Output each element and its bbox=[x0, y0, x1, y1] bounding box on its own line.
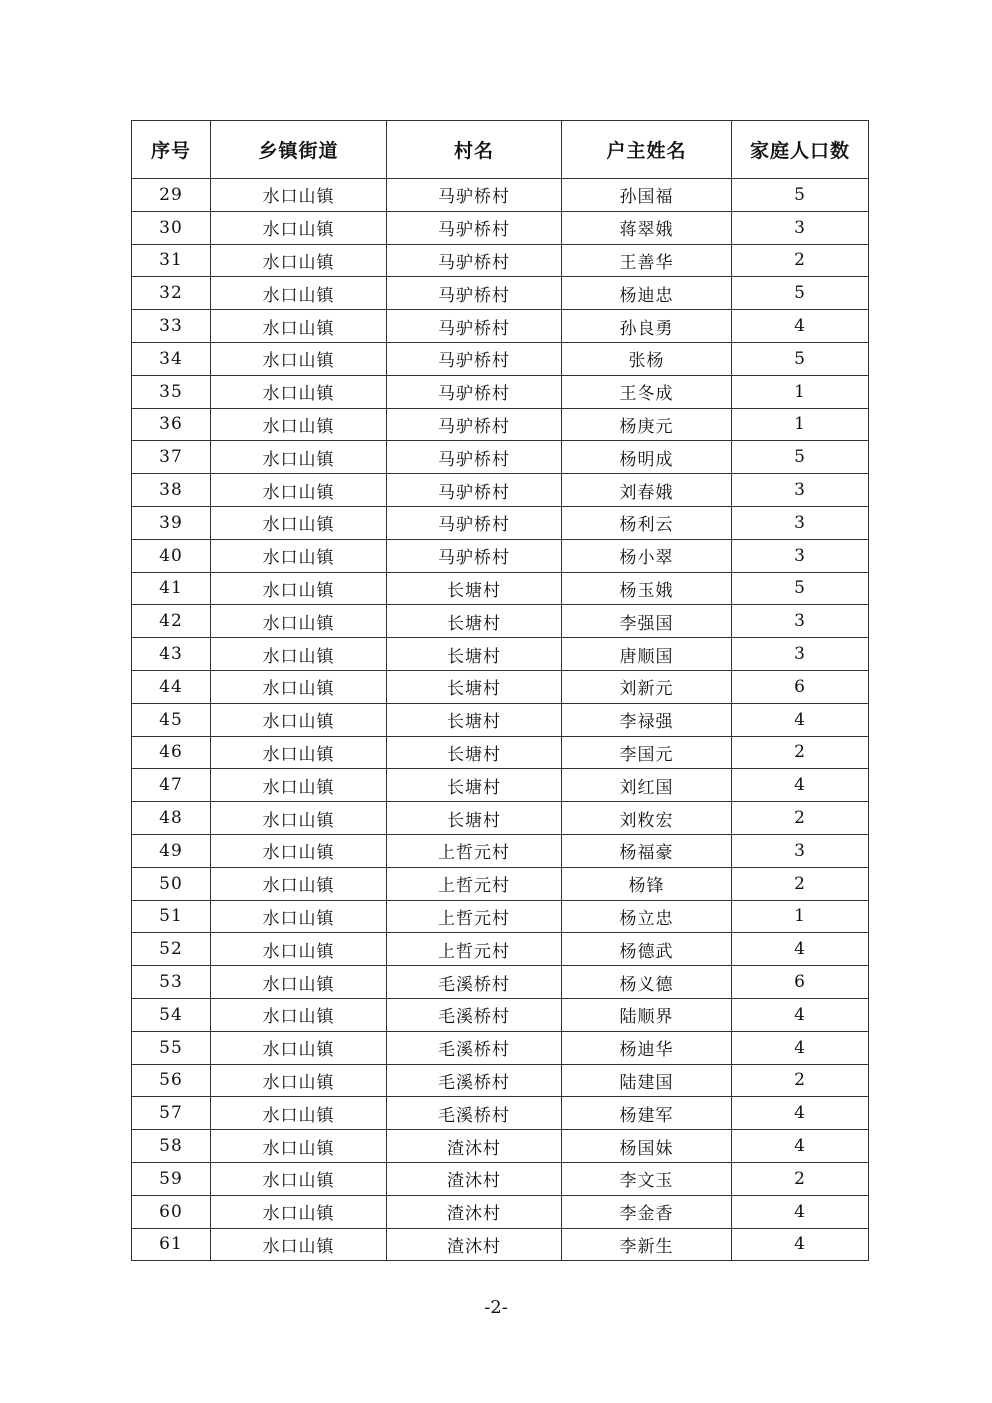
family-size-cell: 3 bbox=[732, 474, 869, 507]
family-size-cell: 4 bbox=[732, 1195, 869, 1228]
household-head-cell: 王冬成 bbox=[562, 375, 732, 408]
village-cell: 毛溪桥村 bbox=[387, 966, 562, 999]
serial-number-cell: 39 bbox=[132, 506, 211, 539]
table-row bbox=[132, 736, 869, 769]
family-size-cell: 4 bbox=[732, 769, 869, 802]
household-head-cell: 刘新元 bbox=[562, 670, 732, 703]
serial-number-cell: 45 bbox=[132, 703, 211, 736]
village-cell: 长塘村 bbox=[387, 703, 562, 736]
table-row bbox=[132, 506, 869, 539]
table-row bbox=[132, 1228, 869, 1261]
village-cell: 马驴桥村 bbox=[387, 539, 562, 572]
family-size-cell: 6 bbox=[732, 966, 869, 999]
header-row bbox=[132, 121, 869, 179]
page-number: -2- bbox=[484, 1297, 508, 1318]
serial-number-cell: 49 bbox=[132, 834, 211, 867]
household-head-cell: 杨建军 bbox=[562, 1097, 732, 1130]
township-cell: 水口山镇 bbox=[211, 474, 387, 507]
serial-number-cell: 44 bbox=[132, 670, 211, 703]
household-head-cell: 杨利云 bbox=[562, 506, 732, 539]
village-cell: 马驴桥村 bbox=[387, 310, 562, 343]
village-cell: 渣沐村 bbox=[387, 1228, 562, 1261]
township-cell: 水口山镇 bbox=[211, 1228, 387, 1261]
table-body bbox=[132, 179, 869, 1261]
table-row bbox=[132, 375, 869, 408]
table-row bbox=[132, 998, 869, 1031]
serial-number-cell: 31 bbox=[132, 244, 211, 277]
serial-number-cell: 51 bbox=[132, 900, 211, 933]
household-head-cell: 杨义德 bbox=[562, 966, 732, 999]
family-size-cell: 2 bbox=[732, 736, 869, 769]
serial-number-cell: 60 bbox=[132, 1195, 211, 1228]
family-size-cell: 1 bbox=[732, 408, 869, 441]
serial-number-cell: 42 bbox=[132, 605, 211, 638]
table-row bbox=[132, 670, 869, 703]
table-row bbox=[132, 1162, 869, 1195]
village-cell: 上哲元村 bbox=[387, 834, 562, 867]
household-head-cell: 杨玉娥 bbox=[562, 572, 732, 605]
family-size-cell: 4 bbox=[732, 998, 869, 1031]
household-head-cell: 杨立忠 bbox=[562, 900, 732, 933]
township-cell: 水口山镇 bbox=[211, 998, 387, 1031]
table-row bbox=[132, 1097, 869, 1130]
village-cell: 渣沐村 bbox=[387, 1195, 562, 1228]
serial-number-cell: 34 bbox=[132, 342, 211, 375]
village-cell: 马驴桥村 bbox=[387, 179, 562, 212]
serial-number-cell: 54 bbox=[132, 998, 211, 1031]
household-head-cell: 杨锋 bbox=[562, 867, 732, 900]
village-cell: 马驴桥村 bbox=[387, 211, 562, 244]
household-head-cell: 杨迪华 bbox=[562, 1031, 732, 1064]
family-size-cell: 5 bbox=[732, 441, 869, 474]
family-size-cell: 3 bbox=[732, 506, 869, 539]
village-cell: 渣沐村 bbox=[387, 1130, 562, 1163]
household-head-cell: 杨小翠 bbox=[562, 539, 732, 572]
household-table bbox=[131, 120, 869, 1261]
table-row bbox=[132, 539, 869, 572]
table-row bbox=[132, 900, 869, 933]
serial-number-cell: 50 bbox=[132, 867, 211, 900]
village-cell: 马驴桥村 bbox=[387, 375, 562, 408]
header-township: 乡镇街道 bbox=[211, 121, 387, 179]
family-size-cell: 2 bbox=[732, 802, 869, 835]
village-cell: 毛溪桥村 bbox=[387, 998, 562, 1031]
family-size-cell: 2 bbox=[732, 1064, 869, 1097]
household-head-cell: 李文玉 bbox=[562, 1162, 732, 1195]
family-size-cell: 5 bbox=[732, 342, 869, 375]
township-cell: 水口山镇 bbox=[211, 1097, 387, 1130]
township-cell: 水口山镇 bbox=[211, 605, 387, 638]
serial-number-cell: 58 bbox=[132, 1130, 211, 1163]
village-cell: 马驴桥村 bbox=[387, 441, 562, 474]
table-row bbox=[132, 572, 869, 605]
table-row bbox=[132, 342, 869, 375]
serial-number-cell: 30 bbox=[132, 211, 211, 244]
township-cell: 水口山镇 bbox=[211, 211, 387, 244]
township-cell: 水口山镇 bbox=[211, 834, 387, 867]
family-size-cell: 4 bbox=[732, 1130, 869, 1163]
table-row bbox=[132, 179, 869, 212]
serial-number-cell: 36 bbox=[132, 408, 211, 441]
header-serial-number: 序号 bbox=[132, 121, 211, 179]
family-size-cell: 4 bbox=[732, 1031, 869, 1064]
table-row bbox=[132, 834, 869, 867]
table-header bbox=[132, 121, 869, 179]
township-cell: 水口山镇 bbox=[211, 933, 387, 966]
township-cell: 水口山镇 bbox=[211, 1031, 387, 1064]
township-cell: 水口山镇 bbox=[211, 900, 387, 933]
family-size-cell: 2 bbox=[732, 867, 869, 900]
household-head-cell: 李新生 bbox=[562, 1228, 732, 1261]
village-cell: 上哲元村 bbox=[387, 900, 562, 933]
township-cell: 水口山镇 bbox=[211, 506, 387, 539]
township-cell: 水口山镇 bbox=[211, 1064, 387, 1097]
serial-number-cell: 33 bbox=[132, 310, 211, 343]
serial-number-cell: 38 bbox=[132, 474, 211, 507]
household-head-cell: 杨福豪 bbox=[562, 834, 732, 867]
table-row bbox=[132, 277, 869, 310]
table-row bbox=[132, 638, 869, 671]
township-cell: 水口山镇 bbox=[211, 769, 387, 802]
serial-number-cell: 47 bbox=[132, 769, 211, 802]
household-head-cell: 陆建国 bbox=[562, 1064, 732, 1097]
village-cell: 马驴桥村 bbox=[387, 506, 562, 539]
township-cell: 水口山镇 bbox=[211, 244, 387, 277]
household-head-cell: 李强国 bbox=[562, 605, 732, 638]
township-cell: 水口山镇 bbox=[211, 539, 387, 572]
table-row bbox=[132, 244, 869, 277]
family-size-cell: 3 bbox=[732, 638, 869, 671]
household-head-cell: 杨德武 bbox=[562, 933, 732, 966]
township-cell: 水口山镇 bbox=[211, 277, 387, 310]
township-cell: 水口山镇 bbox=[211, 179, 387, 212]
village-cell: 长塘村 bbox=[387, 769, 562, 802]
village-cell: 毛溪桥村 bbox=[387, 1031, 562, 1064]
village-cell: 毛溪桥村 bbox=[387, 1064, 562, 1097]
township-cell: 水口山镇 bbox=[211, 408, 387, 441]
table-row bbox=[132, 1064, 869, 1097]
township-cell: 水口山镇 bbox=[211, 802, 387, 835]
village-cell: 长塘村 bbox=[387, 736, 562, 769]
township-cell: 水口山镇 bbox=[211, 342, 387, 375]
serial-number-cell: 40 bbox=[132, 539, 211, 572]
township-cell: 水口山镇 bbox=[211, 441, 387, 474]
serial-number-cell: 53 bbox=[132, 966, 211, 999]
table-row bbox=[132, 605, 869, 638]
township-cell: 水口山镇 bbox=[211, 1195, 387, 1228]
serial-number-cell: 52 bbox=[132, 933, 211, 966]
family-size-cell: 5 bbox=[732, 179, 869, 212]
household-head-cell: 王善华 bbox=[562, 244, 732, 277]
household-head-cell: 杨明成 bbox=[562, 441, 732, 474]
household-head-cell: 李国元 bbox=[562, 736, 732, 769]
table-row bbox=[132, 310, 869, 343]
serial-number-cell: 32 bbox=[132, 277, 211, 310]
family-size-cell: 4 bbox=[732, 703, 869, 736]
family-size-cell: 3 bbox=[732, 834, 869, 867]
family-size-cell: 5 bbox=[732, 572, 869, 605]
serial-number-cell: 35 bbox=[132, 375, 211, 408]
household-head-cell: 杨庚元 bbox=[562, 408, 732, 441]
village-cell: 长塘村 bbox=[387, 670, 562, 703]
household-head-cell: 刘春娥 bbox=[562, 474, 732, 507]
serial-number-cell: 29 bbox=[132, 179, 211, 212]
household-head-cell: 张杨 bbox=[562, 342, 732, 375]
table-row bbox=[132, 867, 869, 900]
township-cell: 水口山镇 bbox=[211, 310, 387, 343]
table-row bbox=[132, 933, 869, 966]
serial-number-cell: 57 bbox=[132, 1097, 211, 1130]
family-size-cell: 1 bbox=[732, 375, 869, 408]
household-head-cell: 唐顺国 bbox=[562, 638, 732, 671]
village-cell: 马驴桥村 bbox=[387, 474, 562, 507]
village-cell: 渣沐村 bbox=[387, 1162, 562, 1195]
serial-number-cell: 43 bbox=[132, 638, 211, 671]
family-size-cell: 3 bbox=[732, 211, 869, 244]
township-cell: 水口山镇 bbox=[211, 572, 387, 605]
township-cell: 水口山镇 bbox=[211, 703, 387, 736]
township-cell: 水口山镇 bbox=[211, 638, 387, 671]
table-row bbox=[132, 1195, 869, 1228]
serial-number-cell: 48 bbox=[132, 802, 211, 835]
township-cell: 水口山镇 bbox=[211, 375, 387, 408]
serial-number-cell: 56 bbox=[132, 1064, 211, 1097]
township-cell: 水口山镇 bbox=[211, 670, 387, 703]
header-family-size: 家庭人口数 bbox=[732, 121, 869, 179]
township-cell: 水口山镇 bbox=[211, 966, 387, 999]
family-size-cell: 4 bbox=[732, 933, 869, 966]
header-village: 村名 bbox=[387, 121, 562, 179]
serial-number-cell: 37 bbox=[132, 441, 211, 474]
family-size-cell: 4 bbox=[732, 1228, 869, 1261]
village-cell: 马驴桥村 bbox=[387, 244, 562, 277]
village-cell: 长塘村 bbox=[387, 802, 562, 835]
household-head-cell: 刘红国 bbox=[562, 769, 732, 802]
family-size-cell: 1 bbox=[732, 900, 869, 933]
table-row bbox=[132, 1031, 869, 1064]
table-row bbox=[132, 474, 869, 507]
family-size-cell: 4 bbox=[732, 310, 869, 343]
household-head-cell: 杨国妹 bbox=[562, 1130, 732, 1163]
table-row bbox=[132, 802, 869, 835]
household-head-cell: 杨迪忠 bbox=[562, 277, 732, 310]
household-head-cell: 刘敉宏 bbox=[562, 802, 732, 835]
table-row bbox=[132, 769, 869, 802]
serial-number-cell: 61 bbox=[132, 1228, 211, 1261]
township-cell: 水口山镇 bbox=[211, 867, 387, 900]
table-row bbox=[132, 441, 869, 474]
village-cell: 毛溪桥村 bbox=[387, 1097, 562, 1130]
family-size-cell: 4 bbox=[732, 1097, 869, 1130]
village-cell: 长塘村 bbox=[387, 638, 562, 671]
household-head-cell: 孙国福 bbox=[562, 179, 732, 212]
serial-number-cell: 41 bbox=[132, 572, 211, 605]
household-head-cell: 李禄强 bbox=[562, 703, 732, 736]
family-size-cell: 6 bbox=[732, 670, 869, 703]
village-cell: 长塘村 bbox=[387, 572, 562, 605]
family-size-cell: 3 bbox=[732, 605, 869, 638]
township-cell: 水口山镇 bbox=[211, 736, 387, 769]
family-size-cell: 2 bbox=[732, 1162, 869, 1195]
serial-number-cell: 59 bbox=[132, 1162, 211, 1195]
serial-number-cell: 46 bbox=[132, 736, 211, 769]
village-cell: 上哲元村 bbox=[387, 867, 562, 900]
village-cell: 长塘村 bbox=[387, 605, 562, 638]
header-household-head: 户主姓名 bbox=[562, 121, 732, 179]
serial-number-cell: 55 bbox=[132, 1031, 211, 1064]
household-head-cell: 陆顺界 bbox=[562, 998, 732, 1031]
family-size-cell: 5 bbox=[732, 277, 869, 310]
table-row bbox=[132, 703, 869, 736]
table-row bbox=[132, 1130, 869, 1163]
table-row bbox=[132, 966, 869, 999]
village-cell: 上哲元村 bbox=[387, 933, 562, 966]
table-row bbox=[132, 408, 869, 441]
village-cell: 马驴桥村 bbox=[387, 277, 562, 310]
village-cell: 马驴桥村 bbox=[387, 342, 562, 375]
township-cell: 水口山镇 bbox=[211, 1130, 387, 1163]
township-cell: 水口山镇 bbox=[211, 1162, 387, 1195]
household-head-cell: 孙良勇 bbox=[562, 310, 732, 343]
household-head-cell: 李金香 bbox=[562, 1195, 732, 1228]
table-row bbox=[132, 211, 869, 244]
household-head-cell: 蒋翠娥 bbox=[562, 211, 732, 244]
family-size-cell: 3 bbox=[732, 539, 869, 572]
family-size-cell: 2 bbox=[732, 244, 869, 277]
village-cell: 马驴桥村 bbox=[387, 408, 562, 441]
